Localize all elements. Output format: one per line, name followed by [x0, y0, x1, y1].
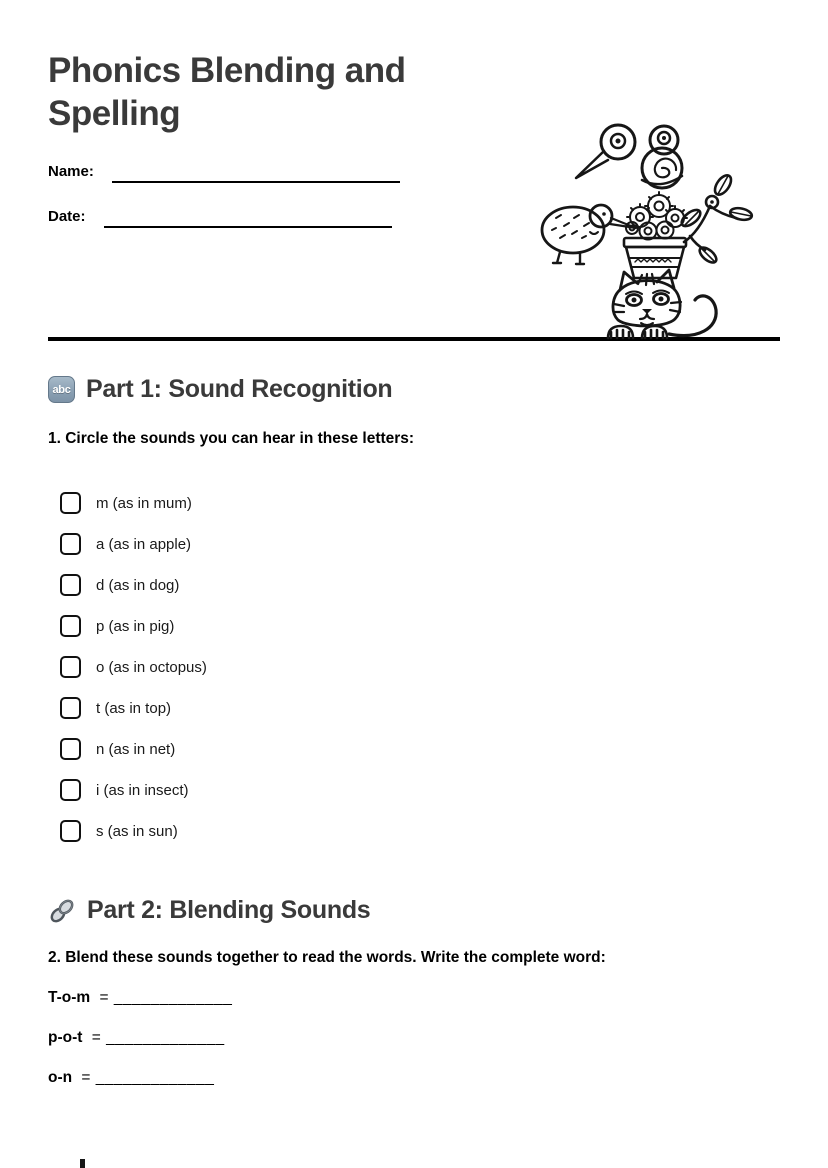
sound-option-row	[60, 820, 780, 842]
answer-blank[interactable]: = _____________	[91, 1029, 225, 1047]
checkbox-t[interactable]	[60, 697, 81, 719]
worksheet-page	[0, 50, 828, 1168]
sound-option-list	[48, 492, 780, 842]
name-write-line[interactable]	[112, 163, 400, 183]
link-icon	[48, 897, 76, 925]
option-label: t (as in top)	[96, 699, 172, 717]
checkbox-m[interactable]	[60, 492, 81, 514]
flower-pot-icon	[624, 192, 687, 278]
question-2: 2. Blend these sounds together to read the words. Write the complete word:	[48, 949, 606, 967]
name-label: Name:	[48, 163, 94, 181]
part1-heading-text: Part 1: Sound Recognition	[86, 375, 393, 404]
date-write-line[interactable]	[104, 208, 392, 228]
checkbox-d[interactable]	[60, 574, 81, 596]
part1-heading	[48, 375, 780, 404]
checkbox-a[interactable]	[60, 533, 81, 555]
answer-blank[interactable]: = _____________	[99, 989, 233, 1007]
option-label: o (as in octopus)	[96, 658, 207, 676]
sound-option-row	[60, 779, 780, 801]
option-label: s (as in sun)	[96, 822, 178, 840]
checkbox-s[interactable]	[60, 820, 81, 842]
option-label: n (as in net)	[96, 740, 176, 758]
checkbox-o[interactable]	[60, 656, 81, 678]
blend-row-tom	[48, 989, 780, 1008]
page-title: Phonics Blending and Spelling	[48, 51, 406, 133]
sound-option-row	[60, 738, 780, 760]
answer-blank[interactable]: = _____________	[81, 1069, 215, 1087]
sound-option-row	[60, 574, 780, 596]
checkbox-n[interactable]	[60, 738, 81, 760]
blend-sounds: T-o-m	[48, 989, 91, 1007]
option-label: d (as in dog)	[96, 576, 180, 594]
date-label: Date:	[48, 208, 86, 226]
blend-word-list	[48, 989, 780, 1088]
sound-option-row	[60, 615, 780, 637]
kiwi-bird-icon	[542, 205, 636, 264]
question-1: 1. Circle the sounds you can hear in these letters:	[48, 430, 415, 448]
blend-row-on	[48, 1069, 780, 1088]
option-label: m (as in mum)	[96, 494, 192, 512]
checkbox-i[interactable]	[60, 779, 81, 801]
blend-sounds: o-n	[48, 1069, 73, 1087]
option-label: i (as in insect)	[96, 781, 189, 799]
clipped-next-item-fragment	[80, 1159, 85, 1168]
stork-icon	[576, 125, 682, 188]
blend-sounds: p-o-t	[48, 1029, 83, 1047]
sound-option-row	[60, 656, 780, 678]
sound-option-row	[60, 697, 780, 719]
abc-input-icon: abc	[48, 376, 75, 403]
checkbox-p[interactable]	[60, 615, 81, 637]
sound-option-row	[60, 533, 780, 555]
animals-flowers-illustration	[538, 114, 754, 346]
part2-heading-text: Part 2: Blending Sounds	[87, 896, 371, 925]
option-label: a (as in apple)	[96, 535, 192, 553]
cat-icon	[608, 270, 716, 338]
blend-row-pot	[48, 1029, 780, 1048]
part2-heading	[48, 896, 780, 925]
sound-option-row	[60, 492, 780, 514]
branch-icon	[679, 173, 753, 266]
option-label: p (as in pig)	[96, 617, 175, 635]
